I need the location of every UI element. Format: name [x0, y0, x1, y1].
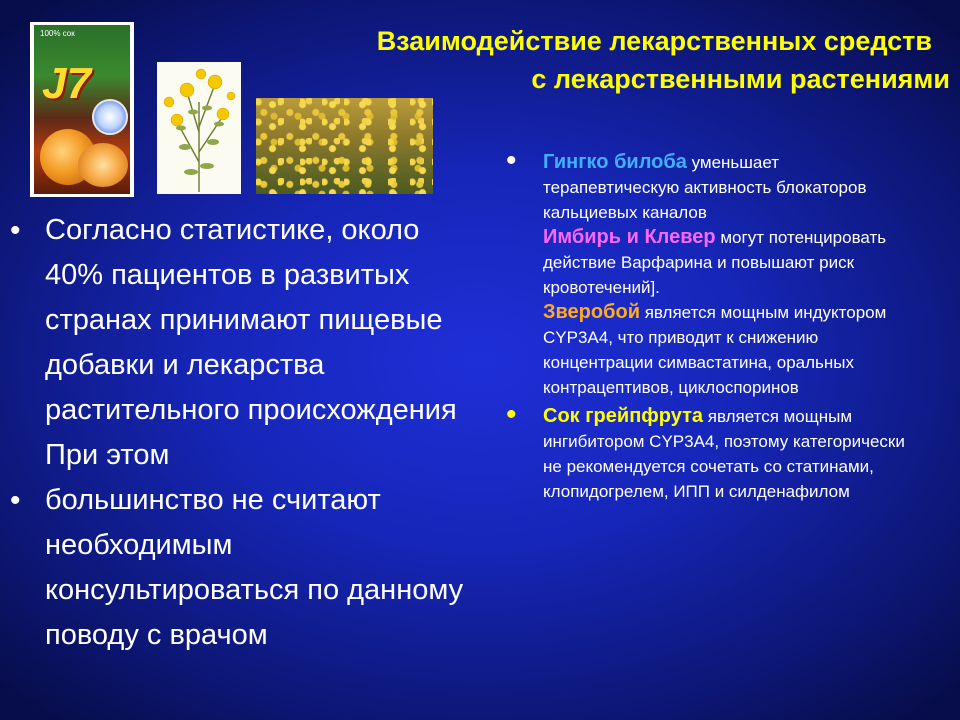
left-bullet-item — [10, 478, 485, 658]
juice-top-label: 100% сок — [40, 29, 75, 38]
bullet-icon: • — [10, 214, 21, 247]
flower-field-photo — [256, 98, 433, 194]
st-johns-wort-drawing-icon — [157, 62, 241, 194]
bullet-icon: • — [506, 398, 517, 431]
juice-seal-icon — [92, 99, 128, 135]
orange-slice-icon — [78, 143, 128, 187]
ginkgo-text: уменьшает терапевтическую активность блокаторов кальциевых каналов — [543, 153, 867, 222]
left-bullet-text: Согласно статистике, около 40% пациентов в развитых странах принимают пищевые добавки и лекарства растительного происхождения При этом — [45, 214, 457, 471]
right-bullet-list — [498, 144, 918, 508]
herb-illustration-image — [157, 62, 241, 194]
grapefruit-name: Сок грейпфрута — [543, 405, 704, 427]
ginger-clover-text: могут потенцировать действие Варфарина и повышают риск кровотечений]. — [543, 228, 887, 297]
ginger-clover-name: Имбирь и Клевер — [543, 226, 716, 248]
bullet-icon: • — [10, 484, 21, 517]
left-bullet-item — [10, 208, 485, 478]
juice-brand-logo: J7 — [42, 59, 91, 108]
left-bullet-text: большинство не считают необходимым консультироваться по данному поводу с врачом — [45, 484, 464, 651]
slide-title — [250, 22, 950, 98]
herb-interactions-item — [498, 144, 918, 400]
grapefruit-text: является мощным ингибитором CYP3A4, поэтому категорически не рекомендуется сочетать со статинами, клопидогрелем, ИПП и силденафилом — [543, 407, 905, 501]
ginkgo-name: Гингко билоба — [543, 151, 687, 173]
title-line-1: Взаимодействие лекарственных средств — [376, 26, 932, 56]
bullet-icon: • — [506, 144, 517, 177]
left-bullet-list — [10, 208, 485, 658]
juice-package-image — [30, 22, 134, 197]
st-johns-wort-name: Зверобой — [543, 301, 640, 323]
grapefruit-item — [498, 398, 918, 504]
st-johns-wort-text: является мощным индуктором CYP3A4, что приводит к снижению концентрации симвастатина, оральных контрацептивов, циклоспоринов — [543, 303, 887, 397]
title-line-2: с лекарственными растениями — [531, 64, 950, 94]
